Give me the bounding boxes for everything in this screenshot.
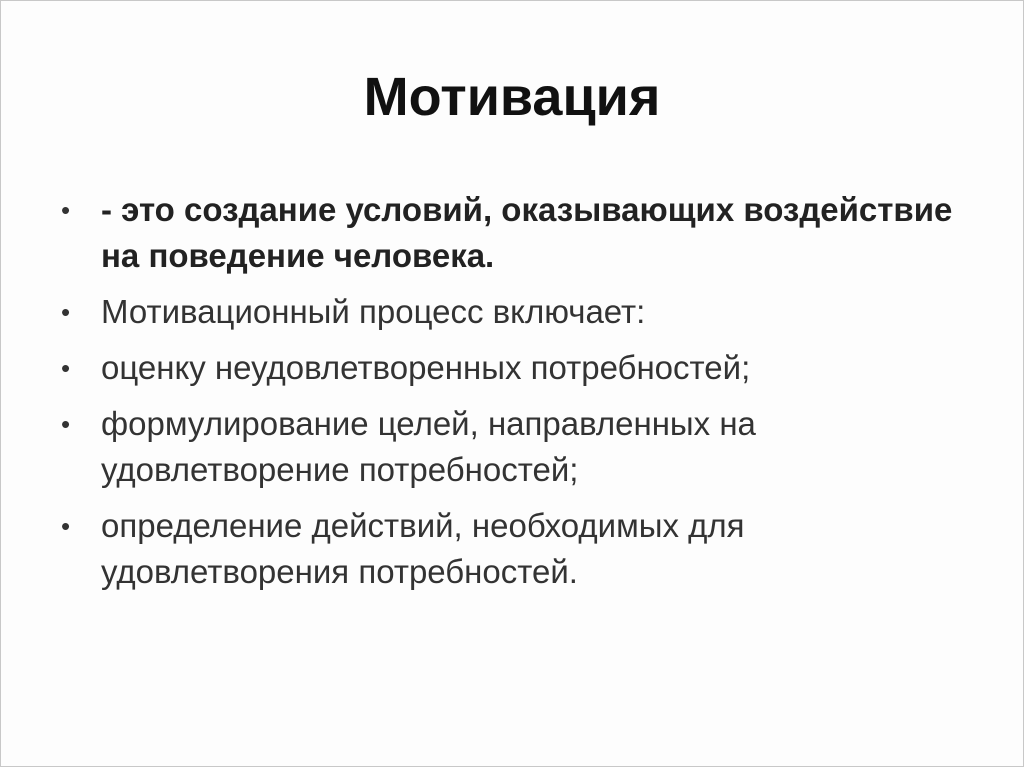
list-item-text: оценку неудовлетворенных потребностей; <box>101 349 751 386</box>
list-item-text: формулирование целей, направленных на удовлетворение потребностей; <box>101 405 756 488</box>
list-item <box>61 503 961 595</box>
list-item-text: Мотивационный процесс включает: <box>101 293 646 330</box>
bullet-icon: • <box>61 511 71 541</box>
list-item <box>61 345 961 391</box>
slide-title: Мотивация <box>363 67 661 127</box>
list-item <box>61 289 961 335</box>
list-item <box>61 187 961 279</box>
bullet-icon: • <box>61 195 71 225</box>
bullet-icon: • <box>61 409 71 439</box>
list-item <box>61 401 961 493</box>
list-item-text: - это создание условий, оказывающих воздействие на поведение человека. <box>101 191 953 274</box>
bullet-icon: • <box>61 353 71 383</box>
bullet-icon: • <box>61 297 71 327</box>
bullet-list <box>61 187 961 605</box>
list-item-text: определение действий, необходимых для удовлетворения потребностей. <box>101 507 745 590</box>
